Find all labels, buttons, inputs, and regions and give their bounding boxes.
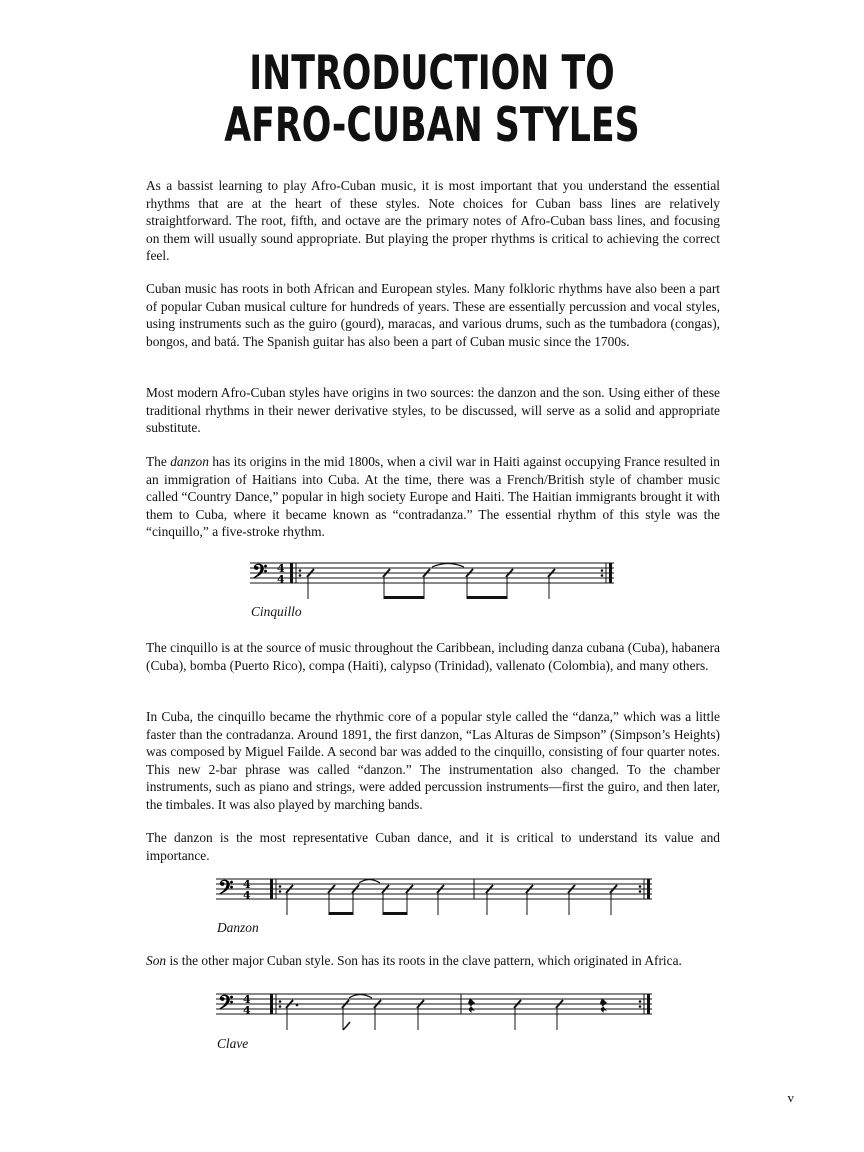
paragraph-5: The cinquillo is at the source of music throughout the Caribbean, including danza cubana (Cuba), habanera (Cuba), bomba (Puerto Rico), compa (Haiti), calypso (Trinidad), vallenato (Colombia), and many others. [146, 640, 720, 673]
paragraph-8-rest: is the other major Cuban style. Son has its roots in the clave pattern, which originated in Africa. [166, 953, 682, 968]
bass-clef-icon: 𝄢 [252, 559, 268, 588]
cinquillo-notation [250, 555, 630, 605]
bass-clef-icon: 𝄢 [218, 875, 234, 904]
flag-icon [343, 1022, 350, 1030]
title-line-2: AFRO-CUBAN STYLES [224, 98, 640, 153]
time-signature-bottom: 4 [243, 1004, 251, 1017]
paragraph-4-start: The [146, 454, 171, 469]
danzon-caption: Danzon [217, 920, 259, 935]
cinquillo-caption: Cinquillo [251, 604, 302, 619]
beams [384, 596, 507, 599]
bass-clef-icon: 𝄢 [218, 990, 234, 1019]
paragraph-2: Cuban music has roots in both African and European styles. Many folkloric rhythms have also been a part of popular Cuban musical culture for hundreds of years. These are essentially percussion and vocal styles, using instruments such as the guiro (gourd), maracas, and various drums, such as the tumbadora (congas), bongos, and batá. The Spanish guitar has also been a part of Cuban music since the 1700s. [146, 281, 720, 349]
paragraph-4-rest: has its origins in the mid 1800s, when a civil war in Haiti against occupying France resulted in an immigration of Haitians into Cuba. At the time, there was a French/British style of chamber music called “Country Dance,” popular in high society Europe and Haiti. The Haitian immigrants brought it with them to Cuba, where it became known as “contradanza.” The essential rhythm of this style was the “cinquillo,” a five-stroke rhythm. [146, 454, 720, 540]
paragraph-4 [146, 453, 720, 541]
paragraph-4-emphasis: danzon [170, 454, 209, 469]
quarter-rest-icon [468, 998, 475, 1013]
paragraph-6: In Cuba, the cinquillo became the rhythmic core of a popular style called the “danza,” which was a little faster than the contradanza. Around 1891, the first danzon, “Las Alturas de Simpson” (Simpson’s Heights) was composed by Miguel Failde. A second bar was added to the cinquillo, consisting of four quarter notes. This new 2-bar phrase was called “danzon.” The instrumentation also changed. To the chamber instruments, such as piano and strings, were added percussion instruments—first the guiro, and then later, the timbales. It was also played by marching bands. [146, 709, 720, 812]
paragraph-3: Most modern Afro-Cuban styles have origins in two sources: the danzon and the son. Using either of these traditional rhythms in their newer derivative styles, to be discussed, will serve as a solid and appropriate substitute. [146, 385, 720, 436]
title-line-1: INTRODUCTION TO [249, 46, 615, 101]
clave-notation [216, 986, 656, 1036]
tie-icon [359, 880, 380, 884]
dot-icon [296, 1004, 299, 1007]
time-signature-bottom: 4 [277, 573, 285, 586]
time-signature-top: 4 [277, 562, 285, 575]
paragraph-8-emphasis: Son [146, 953, 167, 968]
danzon-notation [216, 871, 656, 921]
quarter-rest-icon [600, 998, 607, 1013]
beams [329, 912, 407, 915]
paragraph-8 [146, 952, 720, 970]
paragraph-7: The danzon is the most representative Cuban dance, and it is critical to understand its value and importance. [146, 830, 720, 863]
paragraph-1: As a bassist learning to play Afro-Cuban music, it is most important that you understand the essential rhythms that are at the heart of these styles. Note choices for Cuban bass lines are relatively straightforward. The root, fifth, and octave are the primary notes of Afro-Cuban bass lines, and focusing on them will usually sound appropriate. But playing the proper rhythms is critical to achieving the correct feel. [146, 178, 720, 264]
tie-icon [432, 564, 464, 568]
time-signature-top: 4 [243, 878, 251, 891]
page-number: v [787, 1090, 794, 1105]
clave-caption: Clave [217, 1036, 249, 1051]
page-title [112, 48, 751, 152]
time-signature-top: 4 [243, 993, 251, 1006]
time-signature-bottom: 4 [243, 889, 251, 902]
tie-icon [349, 995, 372, 999]
